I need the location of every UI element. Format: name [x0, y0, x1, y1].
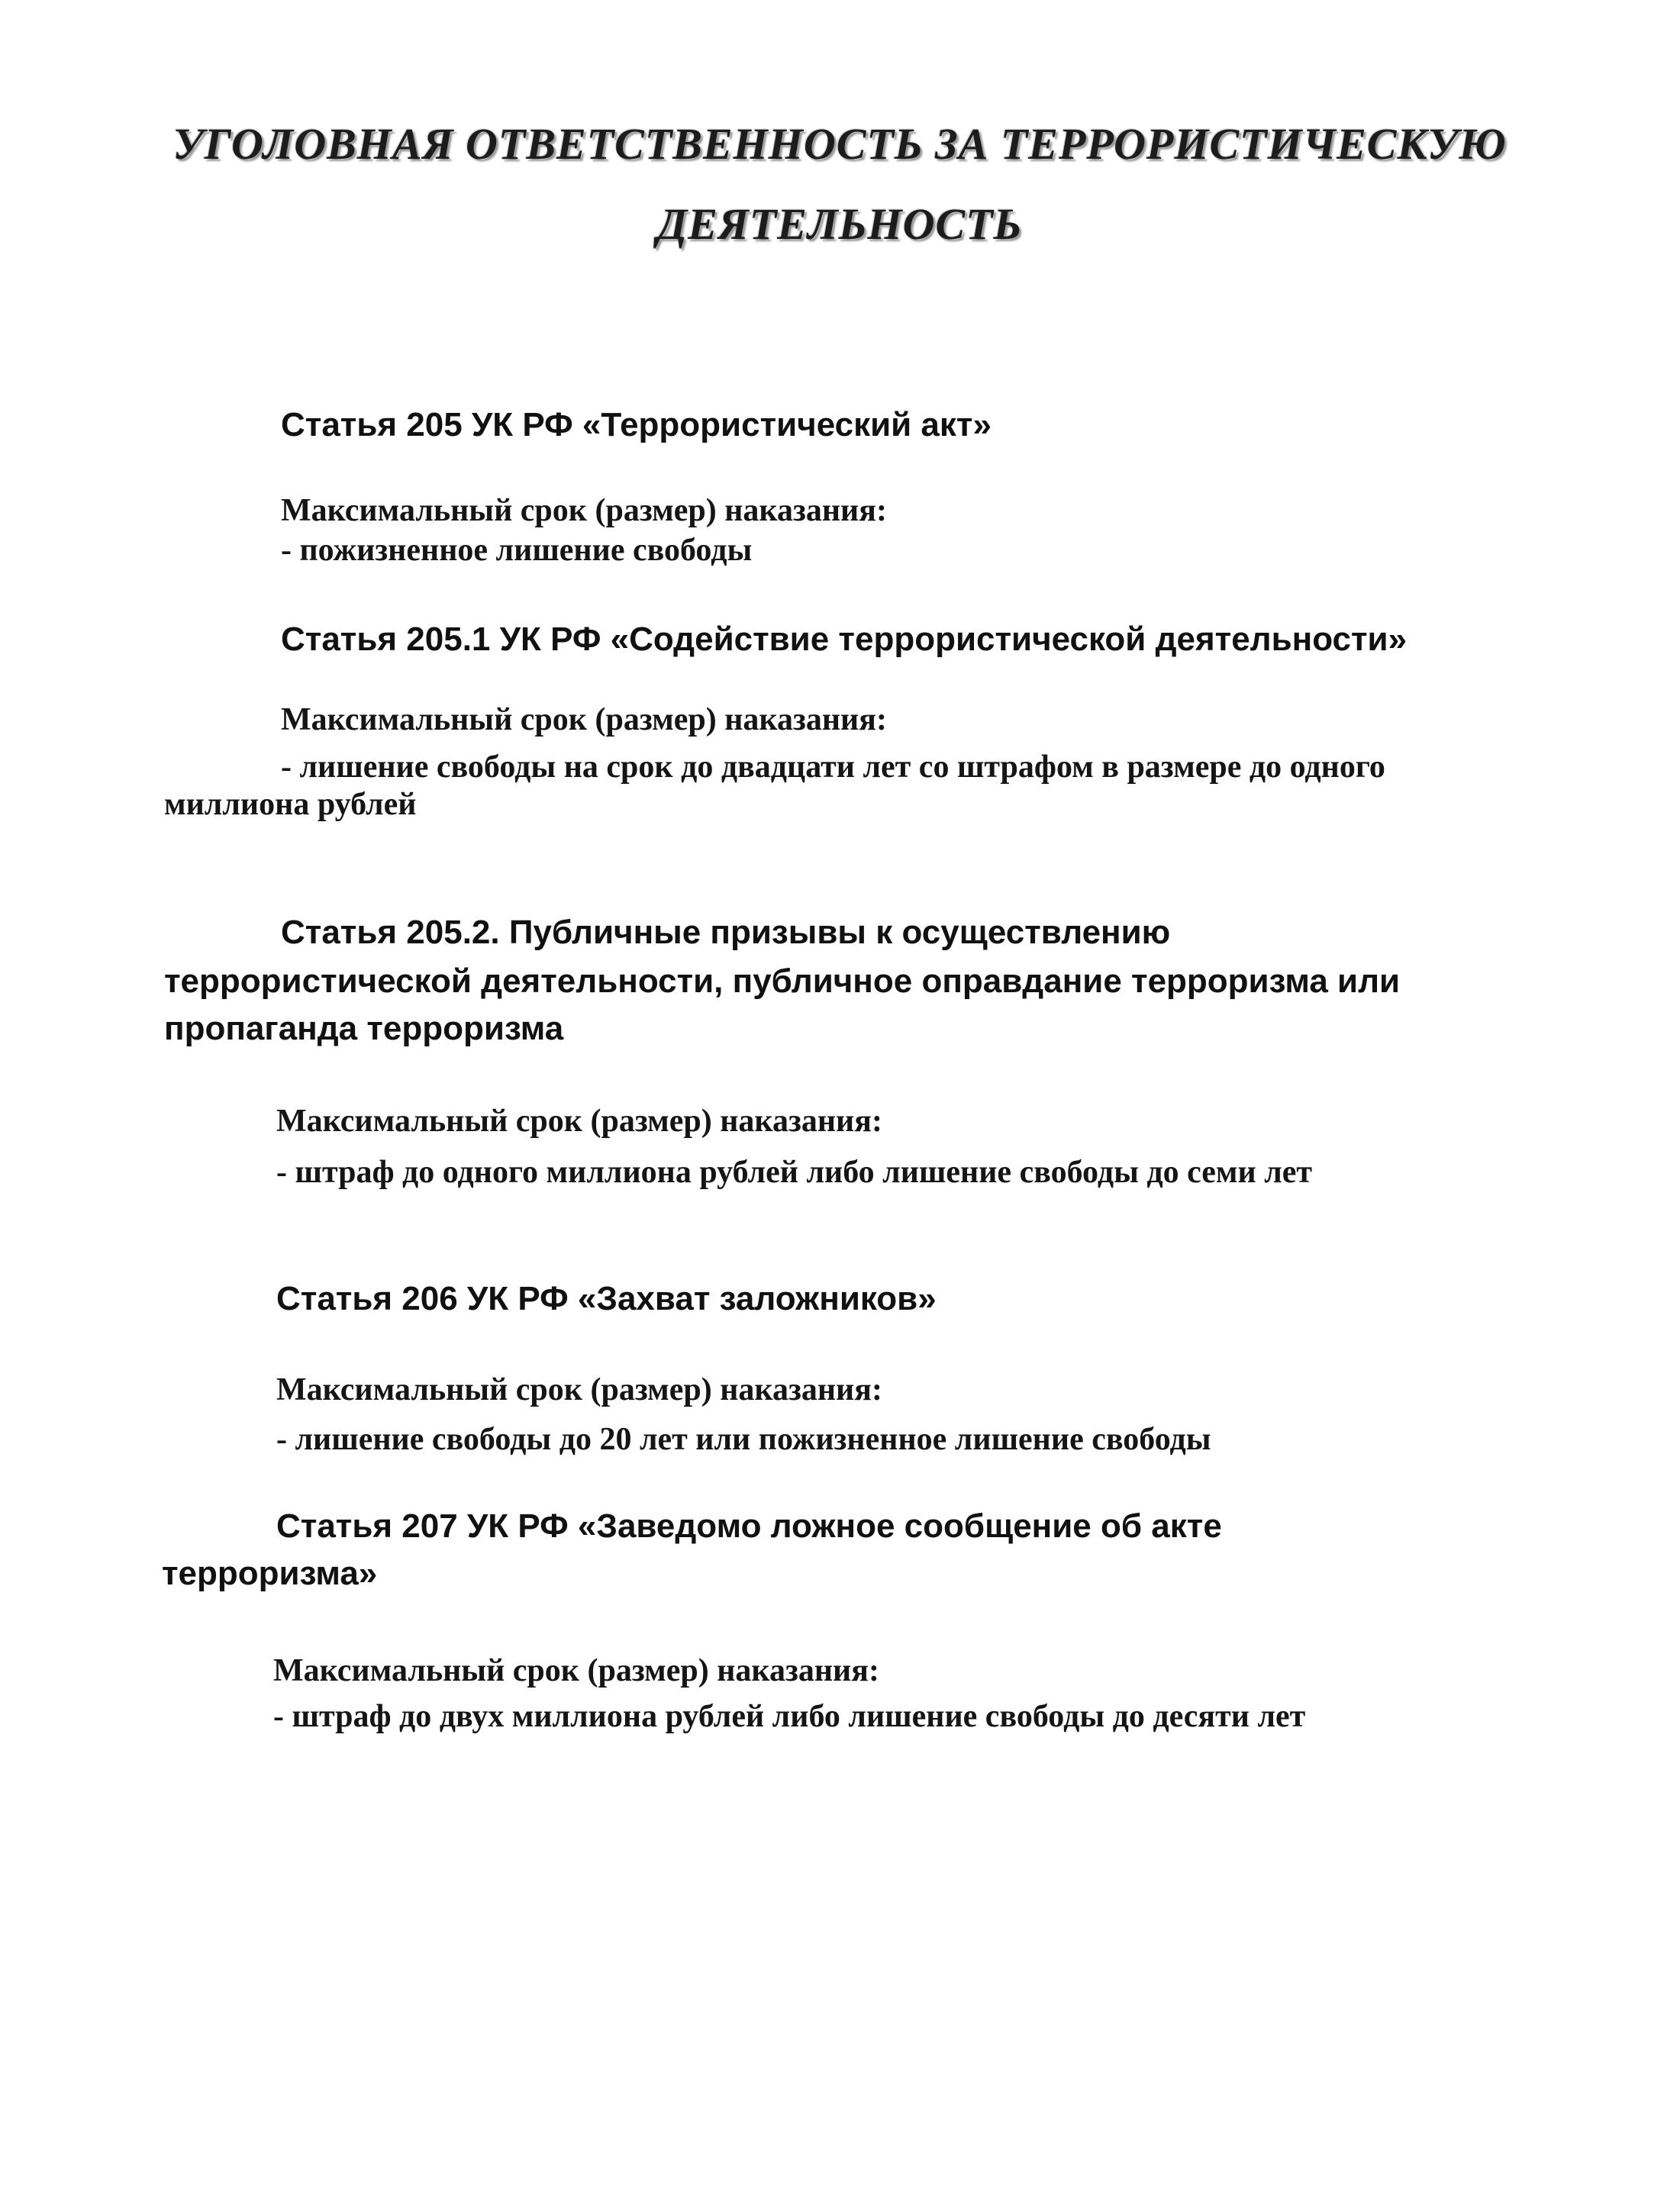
article-205-2-heading-line-3: пропаганда терроризма: [164, 1010, 564, 1047]
article-207-heading-line-2: терроризма»: [162, 1555, 378, 1592]
article-207-heading-line-1: Статья 207 УК РФ «Заведомо ложное сообщение об акте: [276, 1507, 1222, 1545]
article-205-2-penalty-label: Максимальный срок (размер) наказания:: [276, 1104, 882, 1139]
article-205-1-heading: Статья 205.1 УК РФ «Содействие террористической деятельности»: [281, 621, 1408, 658]
article-205-2-heading-line-1: Статья 205.2. Публичные призывы к осуществлению: [281, 914, 1171, 951]
article-205-penalty-label: Максимальный срок (размер) наказания:: [281, 493, 887, 528]
article-205-heading: Статья 205 УК РФ «Террористический акт»: [281, 406, 992, 443]
document-title-line-1: УГОЛОВНАЯ ОТВЕТСТВЕННОСТЬ ЗА ТЕРРОРИСТИЧЕСКУЮ: [173, 119, 1507, 169]
article-206-penalty-label: Максимальный срок (размер) наказания:: [276, 1372, 882, 1407]
article-205-penalty: - пожизненное лишение свободы: [281, 533, 753, 568]
article-205-1-penalty-label: Максимальный срок (размер) наказания:: [281, 702, 887, 737]
article-205-1-penalty-line-2: миллиона рублей: [164, 787, 417, 822]
article-206-heading: Статья 206 УК РФ «Захват заложников»: [276, 1280, 937, 1317]
article-205-2-penalty: - штраф до одного миллиона рублей либо лишение свободы до семи лет: [276, 1155, 1313, 1190]
document-title-line-2: ДЕЯТЕЛЬНОСТЬ: [656, 199, 1023, 249]
article-205-2-heading-line-2: террористической деятельности, публичное оправдание терроризма или: [164, 962, 1401, 1000]
article-206-penalty: - лишение свободы до 20 лет или пожизненное лишение свободы: [276, 1422, 1211, 1457]
article-207-penalty: - штраф до двух миллиона рублей либо лишение свободы до десяти лет: [273, 1699, 1306, 1734]
article-205-1-penalty-line-1: - лишение свободы на срок до двадцати лет со штрафом в размере до одного: [281, 750, 1385, 785]
article-207-penalty-label: Максимальный срок (размер) наказания:: [273, 1653, 879, 1688]
